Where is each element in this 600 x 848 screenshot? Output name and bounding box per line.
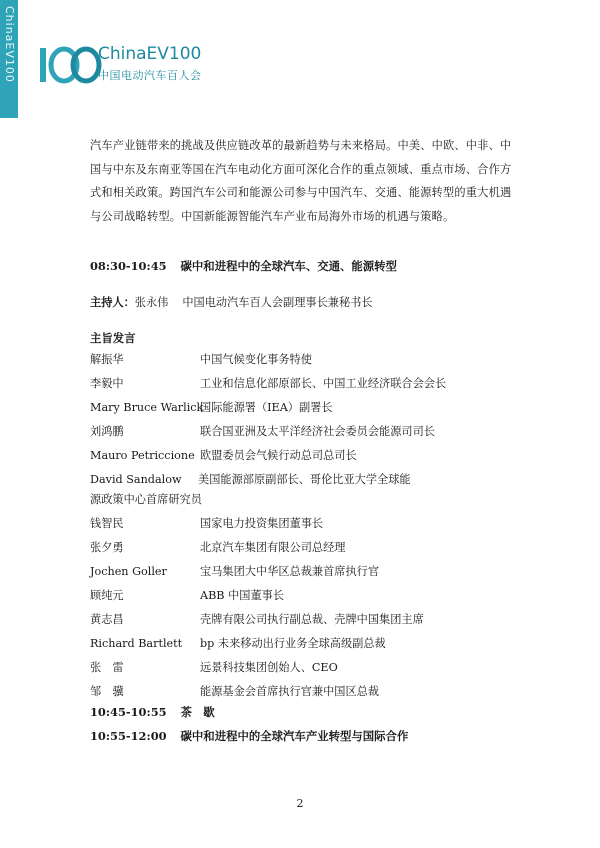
speaker-name: 李毅中 bbox=[90, 377, 124, 390]
speaker-title: 能源基金会首席执行官兼中国区总裁 bbox=[200, 685, 380, 698]
speaker-row bbox=[90, 658, 530, 682]
speaker-title: 欧盟委员会气候行动总司总司长 bbox=[200, 449, 357, 462]
break-time: 10:45-10:55 bbox=[90, 705, 167, 719]
keynote-heading: 主旨发言 bbox=[90, 331, 136, 345]
speaker-row bbox=[90, 586, 530, 610]
speaker-title: 中国气候变化事务特使 bbox=[200, 353, 312, 366]
side-brand-text: ChinaEV100 bbox=[3, 6, 16, 83]
speaker-name: David Sandalow bbox=[90, 473, 182, 486]
session-2-time: 10:55-12:00 bbox=[90, 729, 167, 743]
speaker-row bbox=[90, 446, 530, 470]
speaker-name: 钱智民 bbox=[90, 517, 124, 530]
speaker-title: 国际能源署（IEA）副署长 bbox=[200, 401, 333, 414]
speaker-title: 北京汽车集团有限公司总经理 bbox=[200, 541, 346, 554]
speaker-row bbox=[90, 398, 530, 422]
speaker-row bbox=[90, 470, 530, 514]
speaker-title: 远景科技集团创始人、CEO bbox=[200, 661, 338, 674]
speaker-title: 国家电力投资集团董事长 bbox=[200, 517, 324, 530]
speaker-row bbox=[90, 350, 530, 374]
speaker-title: 壳牌有限公司执行副总裁、壳牌中国集团主席 bbox=[200, 613, 424, 626]
session-2-heading bbox=[90, 728, 408, 744]
speaker-title: 工业和信息化部原部长、中国工业经济联合会会长 bbox=[200, 377, 447, 390]
break-heading bbox=[90, 704, 215, 720]
session-2-title: 碳中和进程中的全球汽车产业转型与国际合作 bbox=[180, 729, 409, 743]
host-line bbox=[90, 294, 373, 310]
speaker-name: Jochen Goller bbox=[90, 565, 167, 578]
host-name: 张永伟 bbox=[134, 296, 169, 309]
speaker-list bbox=[90, 350, 530, 706]
speaker-name: 刘鸿鹏 bbox=[90, 425, 124, 438]
speaker-name: 顾纯元 bbox=[90, 589, 124, 602]
speaker-row bbox=[90, 634, 530, 658]
side-brand-strip bbox=[0, 0, 18, 118]
speaker-title: ABB 中国董事长 bbox=[200, 589, 285, 602]
session-1-title: 碳中和进程中的全球汽车、交通、能源转型 bbox=[180, 259, 397, 273]
speaker-row bbox=[90, 562, 530, 586]
logo-chinese-name: 中国电动汽车百人会 bbox=[98, 69, 202, 82]
speaker-title: bp 未来移动出行业务全球高级副总裁 bbox=[200, 637, 386, 650]
speaker-name: Mauro Petriccione bbox=[90, 449, 195, 462]
speaker-name: Mary Bruce Warlick bbox=[90, 401, 204, 414]
speaker-name: 邹 骥 bbox=[90, 685, 124, 698]
speaker-name: 张夕勇 bbox=[90, 541, 124, 554]
speaker-row bbox=[90, 514, 530, 538]
speaker-row bbox=[90, 374, 530, 398]
speaker-title: 美国能源部原副部长、哥伦比亚大学全球能源政策中心首席研究员 bbox=[90, 473, 411, 506]
break-title: 茶 歇 bbox=[180, 705, 215, 719]
host-label: 主持人： bbox=[90, 295, 135, 309]
speaker-name: Richard Bartlett bbox=[90, 637, 183, 650]
host-title: 中国电动汽车百人会副理事长兼秘书长 bbox=[182, 296, 373, 309]
session-1-heading bbox=[90, 258, 397, 274]
speaker-title: 联合国亚洲及太平洋经济社会委员会能源司司长 bbox=[200, 425, 435, 438]
session-1-time: 08:30-10:45 bbox=[90, 259, 167, 273]
speaker-name: 解振华 bbox=[90, 353, 124, 366]
speaker-row bbox=[90, 422, 530, 446]
page-number: 2 bbox=[296, 797, 304, 810]
speaker-row bbox=[90, 538, 530, 562]
logo-english-name: ChinaEV100 bbox=[98, 44, 202, 64]
speaker-row bbox=[90, 610, 530, 634]
intro-paragraph: 汽车产业链带来的挑战及供应链改革的最新趋势与未来格局。中美、中欧、中非、中国与中东及东南亚等国在汽车电动化方面可深化合作的重点领域、重点市场、合作方式和相关政策。跨国汽车公司和能源公司参与中国汽车、交通、能源转型的重大机遇与公司战略转型。中国新能源智能汽车产业布局海外市场的机遇与策略。 bbox=[90, 139, 512, 223]
speaker-name: 张 雷 bbox=[90, 661, 124, 674]
speaker-title: 宝马集团大中华区总裁兼首席执行官 bbox=[200, 565, 380, 578]
speaker-row bbox=[90, 682, 530, 706]
speaker-name: 黄志昌 bbox=[90, 613, 124, 626]
